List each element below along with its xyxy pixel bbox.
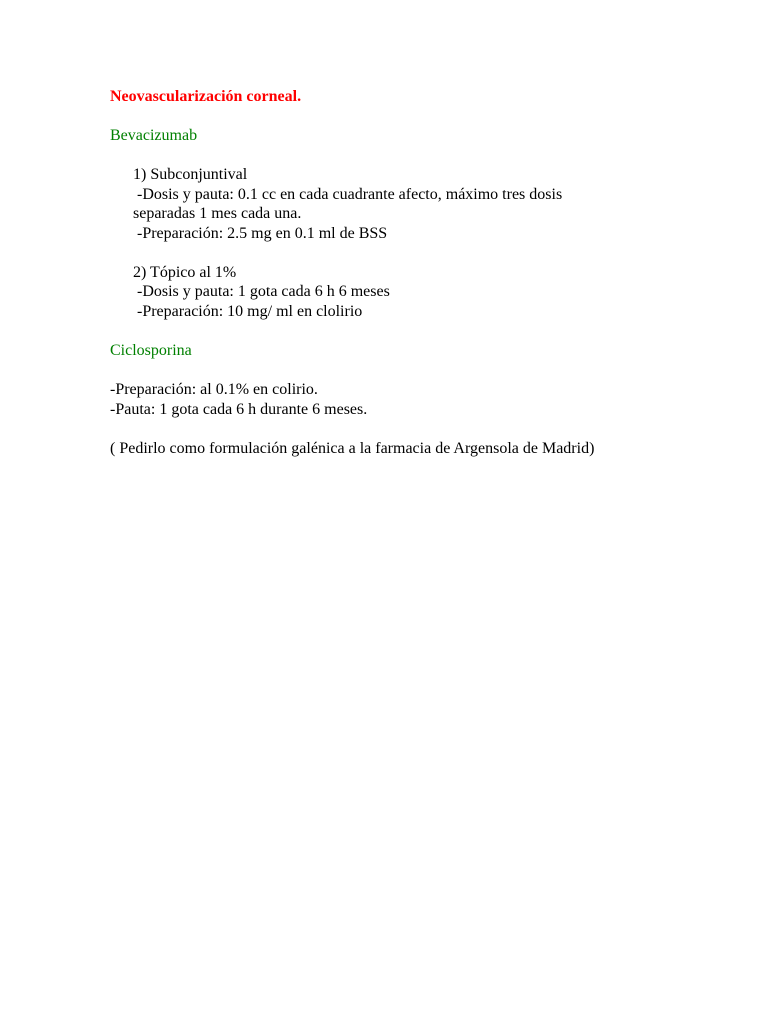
list-item-line: -Preparación: 2.5 mg en 0.1 ml de BSS bbox=[137, 225, 388, 242]
list-item-line: -Dosis y pauta: 1 gota cada 6 h 6 meses bbox=[137, 283, 390, 300]
list-item-label: 1) Subconjuntival bbox=[133, 166, 248, 183]
list-item-label: 2) Tópico al 1% bbox=[133, 264, 237, 281]
list-item-line: -Preparación: 10 mg/ ml en clolirio bbox=[137, 303, 363, 320]
note-text: ( Pedirlo como formulación galénica a la farmacia de Argensola de Madrid) bbox=[110, 440, 595, 457]
list-item-line: -Dosis y pauta: 0.1 cc en cada cuadrante afecto, máximo tres dosis bbox=[137, 186, 563, 203]
list-item-line: separadas 1 mes cada una. bbox=[133, 205, 302, 222]
document-title: Neovascularización corneal. bbox=[110, 88, 302, 105]
section-heading-ciclosporina: Ciclosporina bbox=[110, 342, 192, 359]
paragraph-line: -Preparación: al 0.1% en colirio. bbox=[110, 381, 318, 398]
paragraph-line: -Pauta: 1 gota cada 6 h durante 6 meses. bbox=[110, 401, 368, 418]
section-heading-bevacizumab: Bevacizumab bbox=[110, 127, 198, 144]
